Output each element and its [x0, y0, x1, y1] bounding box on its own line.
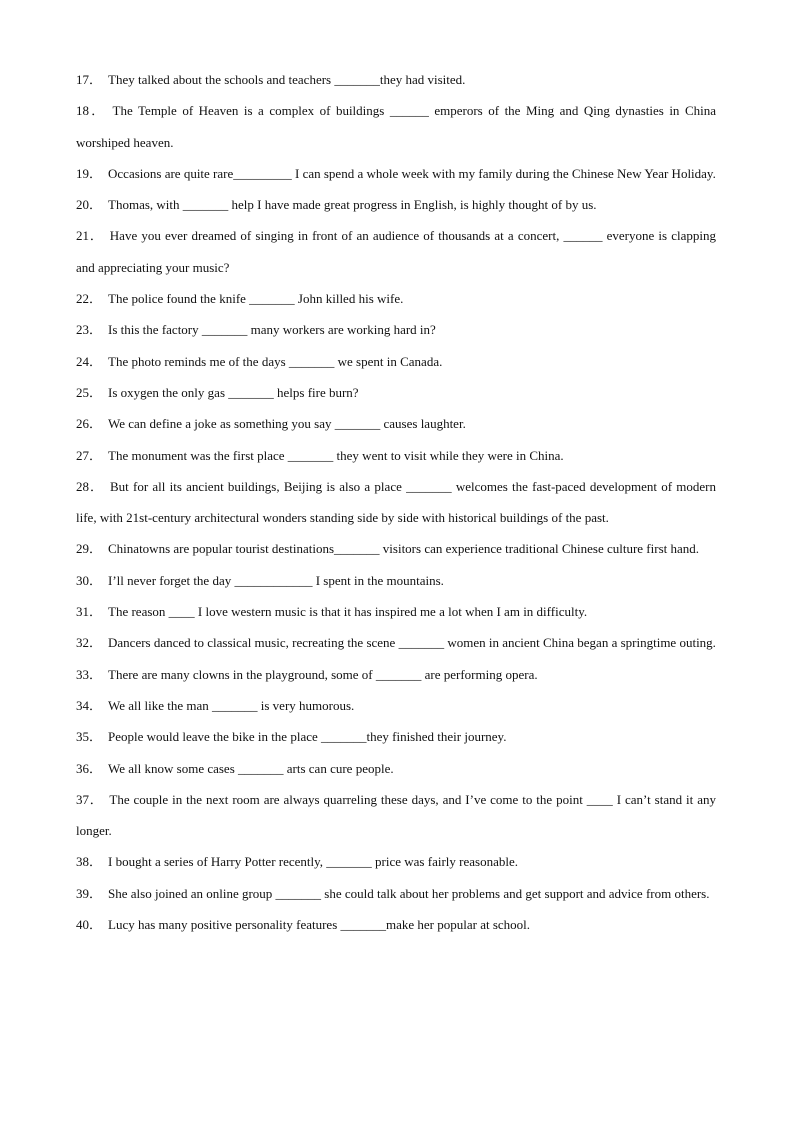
- question-26: [76, 408, 716, 439]
- question-text: The Temple of Heaven is a complex of buildings ______ emperors of the Ming and Qing dynasties in China worshiped heaven.: [76, 103, 716, 150]
- question-number: 33．: [76, 666, 103, 682]
- question-text: She also joined an online group _______ she could talk about her problems and get support and advice from others.: [108, 885, 710, 901]
- question-text: Have you ever dreamed of singing in front of an audience of thousands at a concert, ______ everyone is clapping and appreciating your music?: [76, 228, 716, 275]
- question-23: [76, 314, 716, 345]
- question-number: 19．: [76, 165, 103, 181]
- question-number: 38．: [76, 854, 103, 870]
- question-31: [76, 596, 716, 627]
- question-34: [76, 690, 716, 721]
- question-35: [76, 721, 716, 752]
- question-number: 24．: [76, 353, 103, 369]
- question-number: 29．: [76, 541, 103, 557]
- question-number: 22．: [76, 291, 103, 307]
- question-text: We can define a joke as something you say _______ causes laughter.: [108, 416, 466, 432]
- question-number: 40．: [76, 917, 103, 933]
- question-37: [76, 784, 716, 847]
- question-text: People would leave the bike in the place _______they finished their journey.: [108, 729, 507, 745]
- question-number: 28．: [76, 478, 104, 494]
- question-text: Chinatowns are popular tourist destinations_______ visitors can experience traditional Chinese culture first hand.: [108, 541, 700, 557]
- question-text: Thomas, with _______ help I have made great progress in English, is highly thought of by us.: [108, 197, 597, 213]
- question-number: 27．: [76, 447, 103, 463]
- question-18: [76, 95, 716, 158]
- question-number: 34．: [76, 697, 103, 713]
- question-text: Dancers danced to classical music, recreating the scene _______ women in ancient China began a springtime outing.: [108, 635, 716, 651]
- question-text: I’ll never forget the day ____________ I spent in the mountains.: [108, 572, 444, 588]
- question-number: 37．: [76, 791, 104, 807]
- question-22: [76, 283, 716, 314]
- question-38: [76, 846, 716, 877]
- question-text: There are many clowns in the playground, some of _______ are performing opera.: [108, 666, 538, 682]
- question-text: We all know some cases _______ arts can cure people.: [108, 760, 394, 776]
- question-text: The reason ____ I love western music is that it has inspired me a lot when I am in difficulty.: [108, 604, 588, 620]
- question-39: [76, 878, 716, 909]
- question-number: 31．: [76, 604, 103, 620]
- question-text: The monument was the first place _______ they went to visit while they were in China.: [108, 447, 564, 463]
- question-number: 36．: [76, 760, 103, 776]
- question-number: 17．: [76, 72, 103, 87]
- question-number: 39．: [76, 885, 103, 901]
- question-36: [76, 753, 716, 784]
- question-text: I bought a series of Harry Potter recently, _______ price was fairly reasonable.: [108, 854, 518, 870]
- question-list: [76, 64, 716, 940]
- question-number: 25．: [76, 384, 103, 400]
- question-27: [76, 440, 716, 471]
- question-number: 35．: [76, 729, 103, 745]
- question-33: [76, 659, 716, 690]
- question-20: [76, 189, 716, 220]
- question-21: [76, 220, 716, 283]
- question-40: [76, 909, 716, 940]
- question-28: [76, 471, 716, 534]
- question-number: 30．: [76, 572, 103, 588]
- question-text: Is oxygen the only gas _______ helps fire burn?: [108, 384, 359, 400]
- question-number: 26．: [76, 416, 103, 432]
- question-25: [76, 377, 716, 408]
- question-number: 20．: [76, 197, 103, 213]
- question-number: 32．: [76, 635, 103, 651]
- question-text: Lucy has many positive personality features _______make her popular at school.: [108, 917, 531, 933]
- question-number: 21．: [76, 228, 104, 244]
- question-number: 23．: [76, 322, 103, 338]
- question-text: They talked about the schools and teachers _______they had visited.: [108, 72, 466, 87]
- question-30: [76, 565, 716, 596]
- question-text: Is this the factory _______ many workers are working hard in?: [108, 322, 436, 338]
- question-text: We all like the man _______ is very humorous.: [108, 697, 355, 713]
- question-text: The police found the knife _______ John killed his wife.: [108, 291, 404, 307]
- question-24: [76, 346, 716, 377]
- question-number: 18．: [76, 103, 107, 119]
- question-32: [76, 627, 716, 658]
- question-text: But for all its ancient buildings, Beijing is also a place _______ welcomes the fast-paced development of modern life, with 21st-century architectural wonders standing side by side with historical buildings of the past.: [76, 478, 716, 526]
- question-text: Occasions are quite rare_________ I can spend a whole week with my family during the Chinese New Year Holiday.: [108, 165, 716, 181]
- question-29: [76, 533, 716, 564]
- question-17: [76, 64, 716, 95]
- question-19: [76, 158, 716, 189]
- question-text: The photo reminds me of the days _______ we spent in Canada.: [108, 353, 443, 369]
- question-text: The couple in the next room are always quarreling these days, and I’ve come to the point ____ I can’t stand it any longer.: [76, 791, 716, 839]
